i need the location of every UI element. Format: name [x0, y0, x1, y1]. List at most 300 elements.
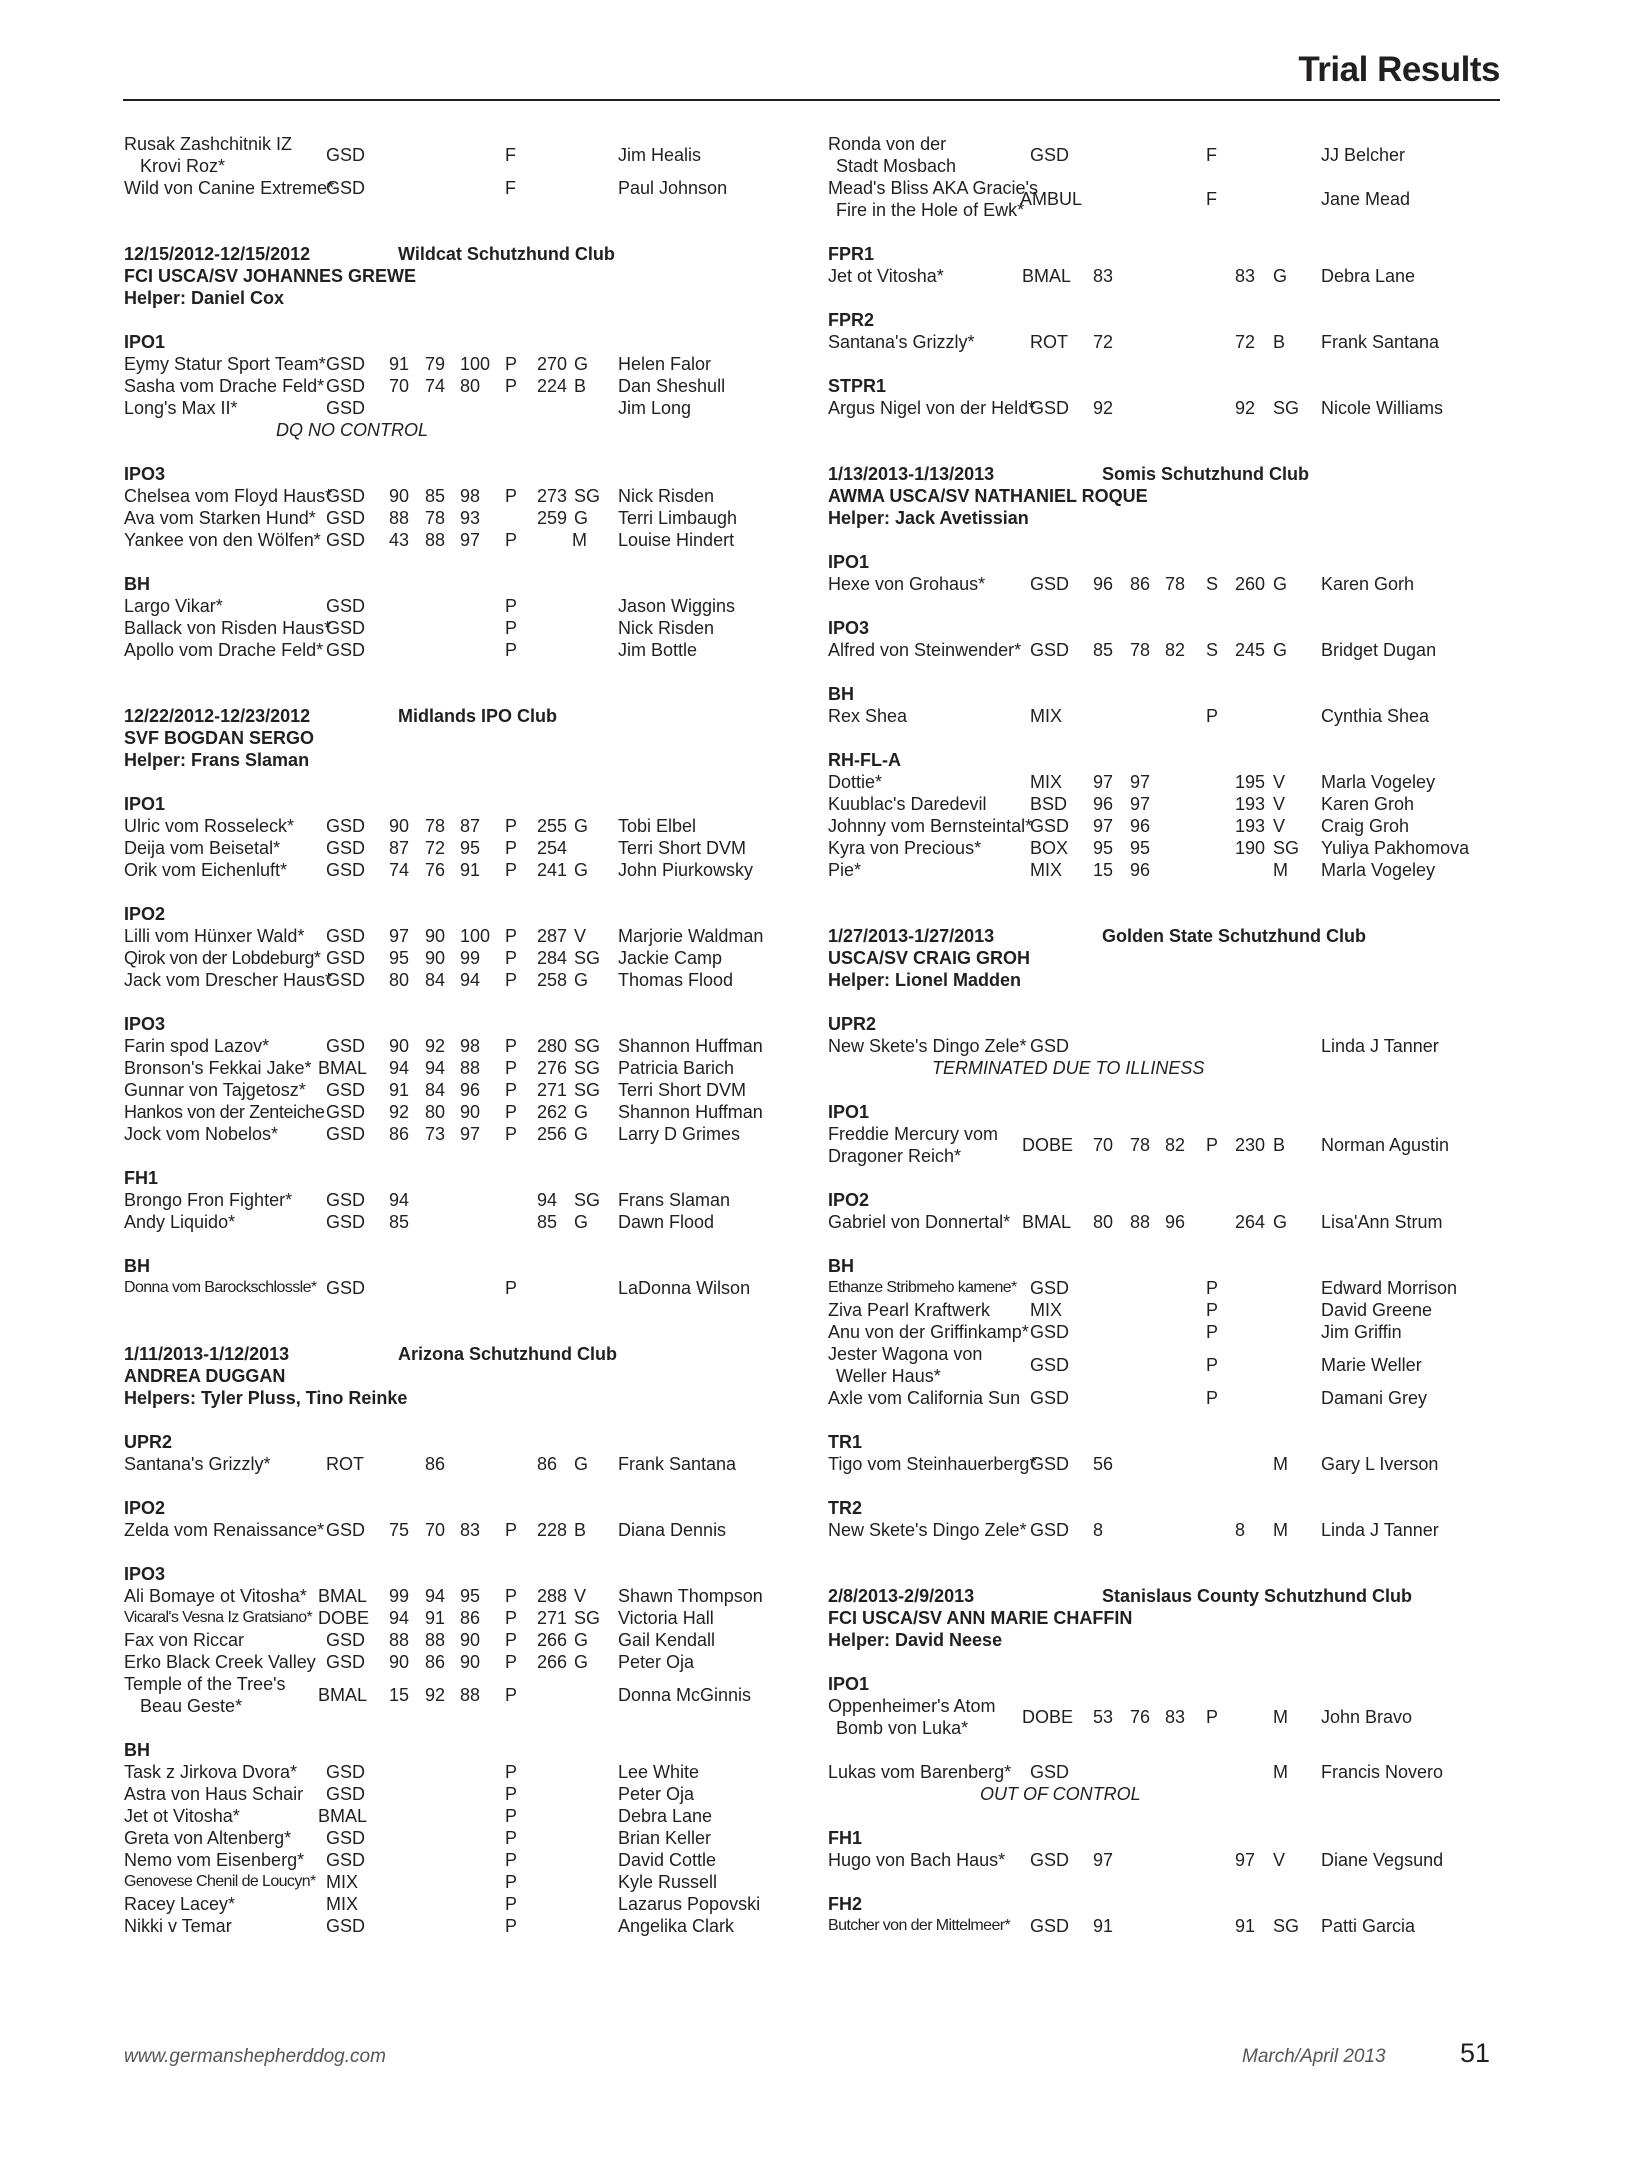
result-cell-gunnar-6: 271 — [537, 1080, 568, 1100]
result-cell-dottie-0: Dottie* — [828, 772, 883, 792]
result-cell-ulric-1: GSD — [326, 816, 366, 836]
result-cell-vicaral-2: 94 — [389, 1608, 410, 1628]
result-cell-newskete2-3: 8 — [1235, 1520, 1246, 1540]
result-cell-hankos-8: Shannon Huffman — [618, 1102, 763, 1122]
result-cell-jester-2: GSD — [1030, 1355, 1070, 1375]
result-cell-lilli-1: GSD — [326, 926, 366, 946]
section-heading-t3-ipo2: IPO2 — [124, 1498, 166, 1518]
result-cell-erko-4: 90 — [460, 1652, 481, 1672]
section-heading-t1-bh: BH — [124, 574, 150, 594]
result-cell-gunnar-3: 84 — [425, 1080, 446, 1100]
result-cell-johnny-3: 96 — [1130, 816, 1151, 836]
result-cell-largo-0: Largo Vikar* — [124, 596, 223, 616]
result-cell-nikki-2: P — [505, 1916, 518, 1936]
result-cell-vicaral-0: Vicaral's Vesna Iz Gratsiano* — [124, 1609, 313, 1626]
result-cell-lilli-8: Marjorie Waldman — [618, 926, 764, 946]
result-cell-gunnar-0: Gunnar von Tajgetosz* — [124, 1080, 306, 1100]
result-cell-vicaral-7: SG — [574, 1608, 601, 1628]
section-heading-t1-ipo3: IPO3 — [124, 464, 166, 484]
result-cell-santana1-0: Santana's Grizzly* — [124, 1454, 271, 1474]
result-cell-donna-2: P — [505, 1278, 518, 1298]
result-cell-andy-3: 85 — [537, 1212, 558, 1232]
result-cell-yankee-1: GSD — [326, 530, 366, 550]
result-cell-temple-0: Temple of the Tree's — [124, 1674, 286, 1694]
result-cell-zelda-6: 228 — [537, 1520, 568, 1540]
result-cell-apollo-3: Jim Bottle — [618, 640, 698, 660]
section-heading-t4-club: Somis Schutzhund Club — [1102, 464, 1309, 484]
section-heading-t4-ipo3: IPO3 — [828, 618, 870, 638]
result-cell-deija-1: GSD — [326, 838, 366, 858]
result-cell-sasha-5: P — [505, 376, 518, 396]
result-cell-butcher-4: SG — [1273, 1916, 1300, 1936]
result-cell-freddie-2: DOBE — [1022, 1135, 1074, 1155]
result-cell-erko-7: G — [574, 1652, 589, 1672]
result-cell-nemo-1: GSD — [326, 1850, 366, 1870]
result-cell-greta-3: Brian Keller — [618, 1828, 712, 1848]
result-cell-sasha-6: 224 — [537, 376, 568, 396]
result-cell-argus-5: Nicole Williams — [1321, 398, 1444, 418]
section-heading-t4-date: 1/13/2013-1/13/2013 — [828, 464, 995, 484]
result-cell-task-0: Task z Jirkova Dvora* — [124, 1762, 298, 1782]
result-cell-hexe-2: 96 — [1093, 574, 1114, 594]
result-cell-johnny-4: 193 — [1235, 816, 1266, 836]
result-cell-santana2-1: ROT — [1030, 332, 1068, 352]
result-cell-qirok-7: SG — [574, 948, 601, 968]
result-cell-rusak-name2: Krovi Roz* — [140, 156, 226, 176]
result-cell-ulric-2: 90 — [389, 816, 410, 836]
result-cell-nikki-1: GSD — [326, 1916, 366, 1936]
result-cell-apollo-1: GSD — [326, 640, 366, 660]
result-cell-zelda-7: B — [574, 1520, 587, 1540]
result-cell-freddie-3: 70 — [1093, 1135, 1114, 1155]
result-cell-gunnar-8: Terri Short DVM — [618, 1080, 747, 1100]
result-cell-qirok-3: 90 — [425, 948, 446, 968]
section-heading-t6-fh2: FH2 — [828, 1894, 863, 1914]
result-cell-ulric-3: 78 — [425, 816, 446, 836]
result-cell-johnny-6: Craig Groh — [1321, 816, 1410, 836]
result-cell-erko-0: Erko Black Creek Valley — [124, 1652, 316, 1672]
result-cell-jack-7: G — [574, 970, 589, 990]
result-cell-erko-1: GSD — [326, 1652, 366, 1672]
result-cell-hugo-3: 97 — [1235, 1850, 1256, 1870]
result-cell-ulric-8: Tobi Elbel — [618, 816, 697, 836]
result-cell-erko-3: 86 — [425, 1652, 446, 1672]
result-cell-fax-0: Fax von Riccar — [124, 1630, 245, 1650]
result-cell-ziva-1: MIX — [1030, 1300, 1063, 1320]
section-heading-fpr2: FPR2 — [828, 310, 875, 330]
result-cell-erko-5: P — [505, 1652, 518, 1672]
result-cell-jack-3: 84 — [425, 970, 446, 990]
result-cell-ethanze-3: Edward Morrison — [1321, 1278, 1458, 1298]
result-cell-santana1-3: 86 — [537, 1454, 558, 1474]
result-cell-hankos-7: G — [574, 1102, 589, 1122]
result-cell-yankee-4: 97 — [460, 530, 481, 550]
result-cell-qirok-1: GSD — [326, 948, 366, 968]
section-heading-t1-judge: FCI USCA/SV JOHANNES GREWE — [124, 266, 417, 286]
result-cell-ronda-0: Ronda von der — [828, 134, 947, 154]
result-cell-ali-2: 99 — [389, 1586, 410, 1606]
result-cell-deija-4: 95 — [460, 838, 481, 858]
section-heading-t3-club: Arizona Schutzhund Club — [398, 1344, 617, 1364]
result-cell-ballack-0: Ballack von Risden Haus* — [124, 618, 332, 638]
result-cell-jock-8: Larry D Grimes — [618, 1124, 741, 1144]
result-cell-kyra-0: Kyra von Precious* — [828, 838, 982, 858]
result-cell-racey-2: P — [505, 1894, 518, 1914]
result-cell-racey-3: Lazarus Popovski — [618, 1894, 761, 1914]
result-cell-axle-0: Axle vom California Sun — [828, 1388, 1021, 1408]
result-cell-gabriel-6: G — [1273, 1212, 1288, 1232]
result-cell-zelda-0: Zelda vom Renaissance* — [124, 1520, 325, 1540]
result-cell-brongo-3: 94 — [537, 1190, 558, 1210]
result-cell-mead-0: Mead's Bliss AKA Gracie's — [828, 178, 1038, 198]
result-cell-jack-5: P — [505, 970, 518, 990]
result-cell-gabriel-4: 96 — [1165, 1212, 1186, 1232]
result-cell-ali-8: Shawn Thompson — [618, 1586, 763, 1606]
result-cell-jack-1: GSD — [326, 970, 366, 990]
result-cell-jet1-2: 83 — [1093, 266, 1114, 286]
result-cell-gunnar-5: P — [505, 1080, 518, 1100]
result-cell-jester-1: Weller Haus* — [836, 1366, 941, 1386]
result-cell-newskete2-4: M — [1273, 1520, 1288, 1540]
result-cell-genovese-2: P — [505, 1872, 518, 1892]
result-cell-astra-0: Astra von Haus Schair — [124, 1784, 304, 1804]
result-cell-eymy-8: Helen Falor — [618, 354, 712, 374]
section-heading-t5-upr2: UPR2 — [828, 1014, 877, 1034]
result-cell-yankee-0: Yankee von den Wölfen* — [124, 530, 321, 550]
section-heading-t6-fh1: FH1 — [828, 1828, 863, 1848]
result-cell-sasha-2: 70 — [389, 376, 410, 396]
result-cell-lilli-0: Lilli vom Hünxer Wald* — [124, 926, 305, 946]
result-cell-farin-6: 280 — [537, 1036, 568, 1056]
result-cell-task-1: GSD — [326, 1762, 366, 1782]
section-heading-t2-bh: BH — [124, 1256, 150, 1276]
result-cell-ali-7: V — [574, 1586, 587, 1606]
result-cell-kuublac-1: BSD — [1030, 794, 1068, 814]
result-cell-anu-1: GSD — [1030, 1322, 1070, 1342]
result-cell-freddie-5: 82 — [1165, 1135, 1186, 1155]
result-cell-santana1-5: Frank Santana — [618, 1454, 737, 1474]
result-cell-andy-2: 85 — [389, 1212, 410, 1232]
footer-issue-date: March/April 2013 — [1242, 2046, 1386, 2067]
section-heading-t1-helper: Helper: Daniel Cox — [124, 288, 285, 308]
result-cell-dottie-2: 97 — [1093, 772, 1114, 792]
result-cell-axle-1: GSD — [1030, 1388, 1070, 1408]
result-cell-santana1-1: ROT — [326, 1454, 364, 1474]
result-cell-lukas-0: Lukas vom Barenberg* — [828, 1762, 1012, 1782]
result-cell-jet1-0: Jet ot Vitosha* — [828, 266, 944, 286]
result-cell-santana2-4: B — [1273, 332, 1286, 352]
result-cell-orik-1: GSD — [326, 860, 366, 880]
result-cell-ali-5: P — [505, 1586, 518, 1606]
result-cell-lukas-2: M — [1273, 1762, 1288, 1782]
result-cell-temple-6: P — [505, 1685, 518, 1705]
result-cell-sasha-1: GSD — [326, 376, 366, 396]
result-cell-fax-7: G — [574, 1630, 589, 1650]
result-cell-fax-1: GSD — [326, 1630, 366, 1650]
result-cell-butcher-0: Butcher von der Mittelmeer* — [828, 1917, 1011, 1934]
result-cell-eymy-7: G — [574, 354, 589, 374]
result-cell-farin-1: GSD — [326, 1036, 366, 1056]
result-cell-newskete2-5: Linda J Tanner — [1321, 1520, 1439, 1540]
section-heading-t2-date: 12/22/2012-12/23/2012 — [124, 706, 311, 726]
result-cell-sasha-4: 80 — [460, 376, 481, 396]
section-heading-t2-ipo2: IPO2 — [124, 904, 166, 924]
result-cell-johnny-2: 97 — [1093, 816, 1114, 836]
result-cell-kuublac-3: 97 — [1130, 794, 1151, 814]
section-heading-t5-judge: USCA/SV CRAIG GROH — [828, 948, 1031, 968]
page-number: 51 — [1460, 2038, 1491, 2068]
result-cell-newskete2-2: 8 — [1093, 1520, 1104, 1540]
result-cell-yankee-2: 43 — [389, 530, 410, 550]
result-cell-lilli-7: V — [574, 926, 587, 946]
result-cell-jack-0: Jack vom Drescher Haus* — [124, 970, 333, 990]
section-heading-fpr1: FPR1 — [828, 244, 875, 264]
result-cell-newskete1-0: New Skete's Dingo Zele* — [828, 1036, 1027, 1056]
result-cell-ava-4: 93 — [460, 508, 481, 528]
result-cell-ethanze-1: GSD — [1030, 1278, 1070, 1298]
result-cell-jock-1: GSD — [326, 1124, 366, 1144]
result-cell-lilli-2: 97 — [389, 926, 410, 946]
result-cell-hexe-7: G — [1273, 574, 1288, 594]
result-cell-fax-5: P — [505, 1630, 518, 1650]
result-cell-argus-1: GSD — [1030, 398, 1070, 418]
result-cell-jetl-0: Jet ot Vitosha* — [124, 1806, 240, 1826]
result-cell-nikki-3: Angelika Clark — [618, 1916, 735, 1936]
result-cell-greta-1: GSD — [326, 1828, 366, 1848]
result-cell-largo-1: GSD — [326, 596, 366, 616]
result-cell-deija-5: P — [505, 838, 518, 858]
result-cell-temple-3: 15 — [389, 1685, 410, 1705]
result-cell-anu-2: P — [1206, 1322, 1219, 1342]
result-cell-orik-7: G — [574, 860, 589, 880]
result-cell-hugo-1: GSD — [1030, 1850, 1070, 1870]
result-cell-newskete2-0: New Skete's Dingo Zele* — [828, 1520, 1027, 1540]
result-cell-alfred-6: 245 — [1235, 640, 1266, 660]
result-cell-chelsea-8: Nick Risden — [618, 486, 715, 506]
result-cell-genovese-1: MIX — [326, 1872, 359, 1892]
result-cell-ulric-0: Ulric vom Rosseleck* — [124, 816, 295, 836]
result-cell-deija-0: Deija vom Beisetal* — [124, 838, 281, 858]
result-cell-donna-3: LaDonna Wilson — [618, 1278, 751, 1298]
result-cell-hexe-3: 86 — [1130, 574, 1151, 594]
section-heading-t6-judge: FCI USCA/SV ANN MARIE CHAFFIN — [828, 1608, 1133, 1628]
section-heading-t5-tr1: TR1 — [828, 1432, 863, 1452]
result-cell-vicaral-8: Victoria Hall — [618, 1608, 714, 1628]
result-cell-alfred-4: 82 — [1165, 640, 1186, 660]
result-cell-deija-6: 254 — [537, 838, 568, 858]
result-cell-ali-1: BMAL — [318, 1586, 368, 1606]
section-heading-t4-helper: Helper: Jack Avetissian — [828, 508, 1029, 528]
result-cell-astra-2: P — [505, 1784, 518, 1804]
result-cell-freddie-4: 78 — [1130, 1135, 1151, 1155]
result-cell-dottie-3: 97 — [1130, 772, 1151, 792]
result-cell-qirok-5: P — [505, 948, 518, 968]
result-cell-lilli-5: P — [505, 926, 518, 946]
result-cell-jester-4: Marie Weller — [1321, 1355, 1422, 1375]
result-cell-santana2-5: Frank Santana — [1321, 332, 1440, 352]
result-cell-johnny-5: V — [1273, 816, 1286, 836]
result-cell-farin-4: 98 — [460, 1036, 481, 1056]
result-cell-ali-3: 94 — [425, 1586, 446, 1606]
result-cell-gabriel-5: 264 — [1235, 1212, 1266, 1232]
result-cell-racey-0: Racey Lacey* — [124, 1894, 236, 1914]
result-cell-andy-1: GSD — [326, 1212, 366, 1232]
result-cell-qirok-8: Jackie Camp — [618, 948, 723, 968]
result-cell-ethanze-0: Ethanze Stribmeho kamene* — [828, 1279, 1017, 1296]
result-cell-hexe-6: 260 — [1235, 574, 1266, 594]
result-cell-jet1-5: Debra Lane — [1321, 266, 1416, 286]
result-cell-hankos-0: Hankos von der Zenteiche — [124, 1102, 325, 1122]
result-cell-apollo-2: P — [505, 640, 518, 660]
result-cell-hugo-2: 97 — [1093, 1850, 1114, 1870]
result-cell-gabriel-1: BMAL — [1022, 1212, 1072, 1232]
result-cell-dottie-6: Marla Vogeley — [1321, 772, 1436, 792]
result-cell-donna-0: Donna vom Barockschlossle* — [124, 1279, 317, 1296]
result-cell-axle-2: P — [1206, 1388, 1219, 1408]
section-heading-t6-helper: Helper: David Neese — [828, 1630, 1003, 1650]
result-cell-freddie-0: Freddie Mercury vom — [828, 1124, 999, 1144]
result-cell-orik-3: 76 — [425, 860, 446, 880]
result-cell-ziva-3: David Greene — [1321, 1300, 1433, 1320]
result-cell-eymy-6: 270 — [537, 354, 568, 374]
section-heading-t3-judge: ANDREA DUGGAN — [124, 1366, 286, 1386]
section-heading-t3-ipo3: IPO3 — [124, 1564, 166, 1584]
result-cell-bronson-0: Bronson's Fekkai Jake* — [124, 1058, 312, 1078]
result-cell-donna-1: GSD — [326, 1278, 366, 1298]
result-cell-chelsea-5: P — [505, 486, 518, 506]
result-cell-tigo-2: 56 — [1093, 1454, 1114, 1474]
result-cell-deija-3: 72 — [425, 838, 446, 858]
result-cell-gabriel-0: Gabriel von Donnertal* — [828, 1212, 1011, 1232]
result-cell-orik-4: 91 — [460, 860, 481, 880]
result-cell-task-3: Lee White — [618, 1762, 700, 1782]
result-cell-orik-0: Orik vom Eichenluft* — [124, 860, 288, 880]
result-cell-genovese-0: Genovese Chenil de Loucyn* — [124, 1873, 316, 1890]
result-cell-sasha-7: B — [574, 376, 587, 396]
result-cell-vicaral-3: 91 — [425, 1608, 446, 1628]
result-cell-santana2-3: 72 — [1235, 332, 1256, 352]
result-cell-ballack-2: P — [505, 618, 518, 638]
result-cell-farin-0: Farin spod Lazov* — [124, 1036, 270, 1056]
result-cell-hankos-4: 90 — [460, 1102, 481, 1122]
result-cell-bronson-3: 94 — [425, 1058, 446, 1078]
result-cell-dottie-5: V — [1273, 772, 1286, 792]
result-cell-farin-5: P — [505, 1036, 518, 1056]
result-cell-tigo-0: Tigo vom Steinhauerberg* — [828, 1454, 1037, 1474]
result-cell-newskete1-2: Linda J Tanner — [1321, 1036, 1439, 1056]
result-cell-deija-7: Terri Short DVM — [618, 838, 747, 858]
section-heading-t1-club: Wildcat Schutzhund Club — [398, 244, 615, 264]
result-note-dq: DQ NO CONTROL — [276, 420, 429, 440]
result-cell-alfred-1: GSD — [1030, 640, 1070, 660]
result-cell-bronson-7: SG — [574, 1058, 601, 1078]
result-cell-astra-1: GSD — [326, 1784, 366, 1804]
result-cell-tigo-3: M — [1273, 1454, 1288, 1474]
result-cell-pie-4: M — [1273, 860, 1288, 880]
page-title: Trial Results — [1298, 50, 1500, 89]
result-cell-jock-5: P — [505, 1124, 518, 1144]
result-cell-ava-0: Ava vom Starken Hund* — [124, 508, 316, 528]
result-cell-kuublac-0: Kuublac's Daredevil — [828, 794, 987, 814]
result-cell-pie-1: MIX — [1030, 860, 1063, 880]
result-cell-mead-3: F — [1206, 189, 1217, 209]
result-cell-kuublac-6: Karen Groh — [1321, 794, 1415, 814]
result-cell-pie-5: Marla Vogeley — [1321, 860, 1436, 880]
result-cell-eymy-2: 91 — [389, 354, 410, 374]
result-cell-ronda-2: GSD — [1030, 145, 1070, 165]
result-cell-vicaral-6: 271 — [537, 1608, 568, 1628]
result-cell-deija-2: 87 — [389, 838, 410, 858]
result-cell-ronda-4: JJ Belcher — [1321, 145, 1406, 165]
result-cell-hexe-1: GSD — [1030, 574, 1070, 594]
result-cell-dottie-4: 195 — [1235, 772, 1266, 792]
result-cell-vicaral-5: P — [505, 1608, 518, 1628]
result-cell-gabriel-3: 88 — [1130, 1212, 1151, 1232]
result-cell-lilli-3: 90 — [425, 926, 446, 946]
result-cell-lukas-1: GSD — [1030, 1762, 1070, 1782]
result-cell-oppenheimer-4: 76 — [1130, 1707, 1151, 1727]
result-cell-ava-2: 88 — [389, 508, 410, 528]
result-cell-butcher-2: 91 — [1093, 1916, 1114, 1936]
result-cell-alfred-2: 85 — [1093, 640, 1114, 660]
result-cell-hugo-0: Hugo von Bach Haus* — [828, 1850, 1006, 1870]
result-cell-jet1-3: 83 — [1235, 266, 1256, 286]
result-cell-qirok-2: 95 — [389, 948, 410, 968]
result-cell-zelda-2: 75 — [389, 1520, 410, 1540]
result-cell-eymy-4: 100 — [460, 354, 491, 374]
result-cell-jock-2: 86 — [389, 1124, 410, 1144]
result-cell-jock-0: Jock vom Nobelos* — [124, 1124, 279, 1144]
result-cell-rex-2: P — [1206, 706, 1219, 726]
result-cell-newskete2-1: GSD — [1030, 1520, 1070, 1540]
result-cell-freddie-9: Norman Agustin — [1321, 1135, 1450, 1155]
result-cell-rusak-breed: GSD — [326, 145, 366, 165]
result-cell-hugo-5: Diane Vegsund — [1321, 1850, 1444, 1870]
section-heading-t4-judge: AWMA USCA/SV NATHANIEL ROQUE — [828, 486, 1148, 506]
result-cell-farin-3: 92 — [425, 1036, 446, 1056]
result-cell-kuublac-4: 193 — [1235, 794, 1266, 814]
result-cell-alfred-7: G — [1273, 640, 1288, 660]
result-cell-bronson-2: 94 — [389, 1058, 410, 1078]
result-cell-newskete1-1: GSD — [1030, 1036, 1070, 1056]
footer-url[interactable]: www.germanshepherddog.com — [124, 2046, 386, 2067]
section-heading-t6-club: Stanislaus County Schutzhund Club — [1102, 1586, 1412, 1606]
result-cell-rusak-name1: Rusak Zashchitnik IZ — [124, 134, 293, 154]
result-cell-sasha-0: Sasha vom Drache Feld* — [124, 376, 325, 396]
section-heading-t2-club: Midlands IPO Club — [398, 706, 558, 726]
result-cell-freddie-8: B — [1273, 1135, 1286, 1155]
result-cell-lukas-3: Francis Novero — [1321, 1762, 1444, 1782]
result-cell-freddie-1: Dragoner Reich* — [828, 1146, 962, 1166]
result-cell-oppenheimer-0: Oppenheimer's Atom — [828, 1696, 996, 1716]
result-cell-ali-4: 95 — [460, 1586, 481, 1606]
section-heading-t5-helper: Helper: Lionel Madden — [828, 970, 1022, 990]
result-cell-ronda-3: F — [1206, 145, 1217, 165]
result-cell-pie-2: 15 — [1093, 860, 1114, 880]
result-cell-rex-3: Cynthia Shea — [1321, 706, 1430, 726]
result-cell-brongo-4: SG — [574, 1190, 601, 1210]
result-cell-vicaral-4: 86 — [460, 1608, 481, 1628]
section-heading-t6-date: 2/8/2013-2/9/2013 — [828, 1586, 975, 1606]
result-cell-eymy-3: 79 — [425, 354, 446, 374]
result-cell-ulric-6: 255 — [537, 816, 568, 836]
result-cell-andy-5: Dawn Flood — [618, 1212, 715, 1232]
result-cell-johnny-1: GSD — [1030, 816, 1070, 836]
result-cell-chelsea-0: Chelsea vom Floyd Haus* — [124, 486, 333, 506]
result-cell-santana2-0: Santana's Grizzly* — [828, 332, 975, 352]
result-cell-ali-6: 288 — [537, 1586, 568, 1606]
result-cell-largo-3: Jason Wiggins — [618, 596, 736, 616]
